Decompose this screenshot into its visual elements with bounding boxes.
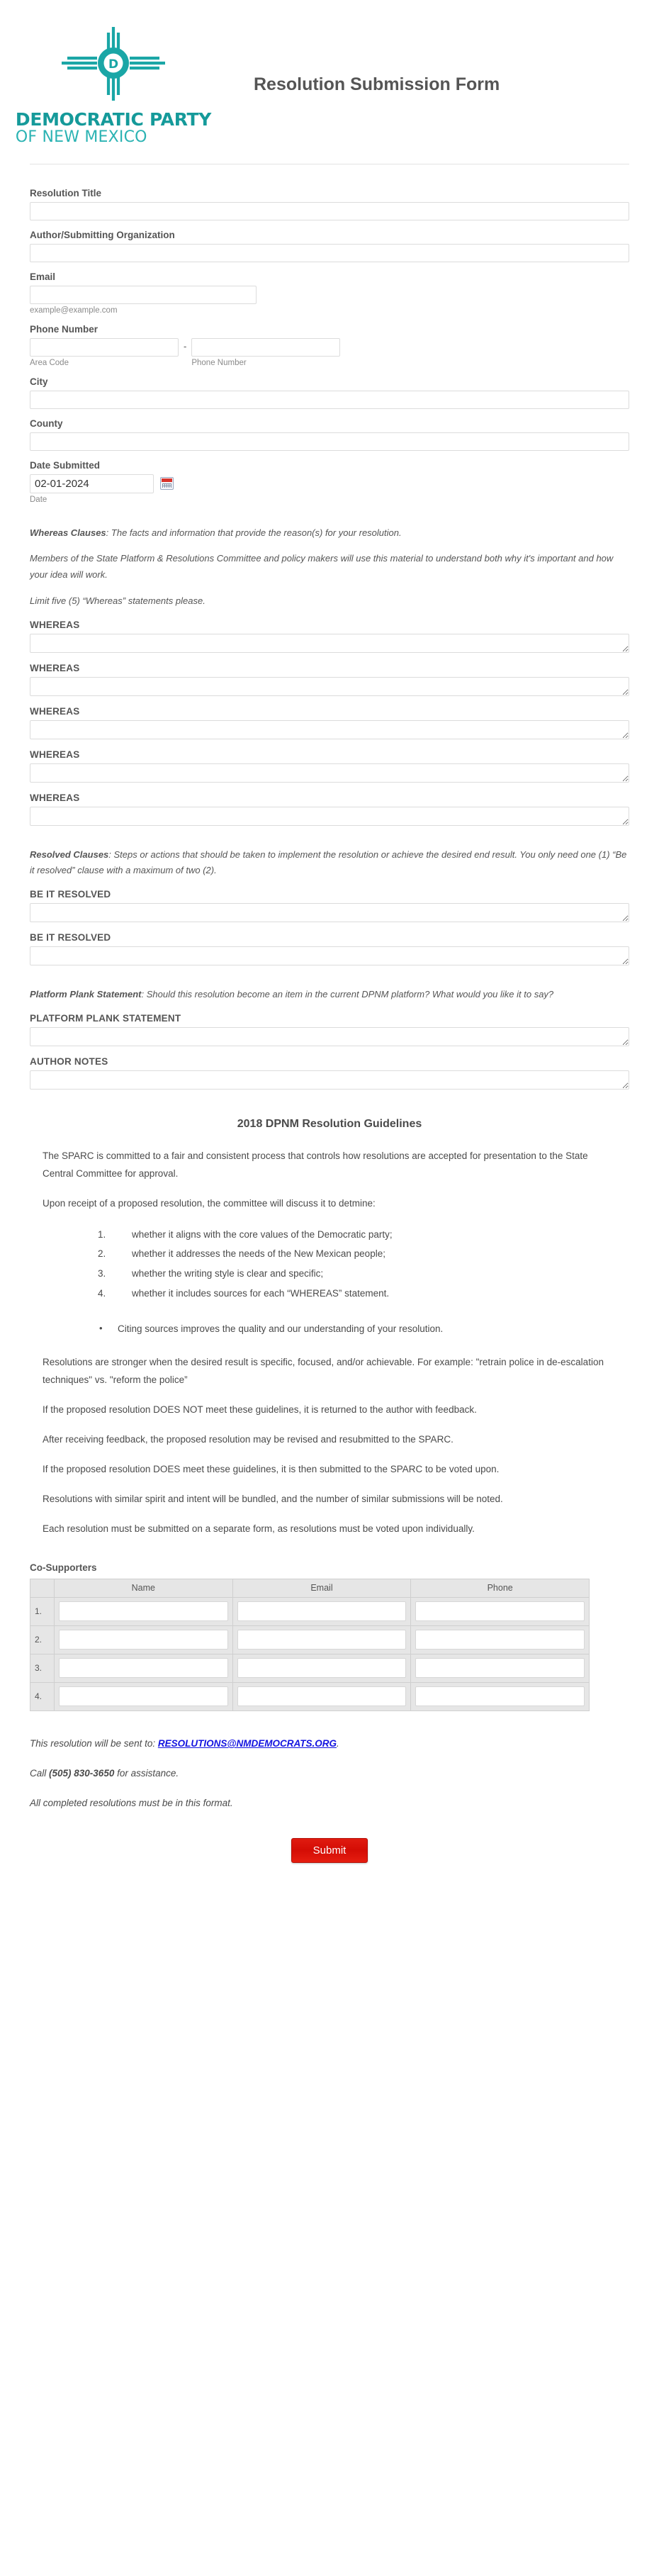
guidelines-paragraph-4: If the proposed resolution DOES NOT meet these guidelines, it is returned to the author with feedback.	[43, 1404, 477, 1416]
city-input[interactable]	[30, 391, 629, 409]
guidelines-bullet-list	[30, 1320, 629, 1338]
guidelines-paragraph-1: The SPARC is committed to a fair and consistent process that controls how resolutions are accepted for presentation to the State Central Committee for approval.	[43, 1150, 588, 1179]
cosupporter-phone-cell	[411, 1597, 590, 1625]
whereas-textarea-3[interactable]	[30, 720, 629, 739]
resolutions-email-link[interactable]: RESOLUTIONS@NMDEMOCRATS.ORG	[157, 1737, 337, 1749]
cosupporter-name-input[interactable]	[59, 1601, 228, 1621]
guidelines-numbered-list	[30, 1225, 629, 1304]
whereas-intro-rest: : The facts and information that provide the reason(s) for your resolution.	[106, 527, 402, 538]
author-notes-textarea[interactable]	[30, 1070, 629, 1090]
whereas-label-3: WHEREAS	[30, 705, 80, 717]
footer-section	[0, 1735, 659, 1884]
cosupporter-email-cell	[232, 1625, 411, 1654]
guidelines-section	[0, 1118, 659, 1538]
resolution-title-label: Resolution Title	[30, 187, 102, 198]
format-note: All completed resolutions must be in this format.	[30, 1798, 233, 1809]
phone-number-input[interactable]	[191, 338, 340, 357]
cosupporter-phone-input[interactable]	[415, 1630, 585, 1650]
resolved-textarea-2[interactable]	[30, 946, 629, 965]
platform-plank-entry	[30, 1013, 629, 1046]
whereas-textarea-2[interactable]	[30, 677, 629, 696]
whereas-intro	[30, 525, 629, 542]
send-to-prefix: This resolution will be sent to:	[30, 1737, 158, 1749]
cosupporter-phone-cell	[411, 1654, 590, 1682]
guidelines-paragraph-8: Each resolution must be submitted on a separate form, as resolutions must be voted upon individually.	[43, 1523, 475, 1534]
county-input[interactable]	[30, 432, 629, 451]
call-suffix: for assistance.	[114, 1768, 179, 1779]
cosupporter-email-input[interactable]	[237, 1658, 407, 1678]
author-notes-label: AUTHOR NOTES	[30, 1055, 108, 1067]
whereas-label-1: WHEREAS	[30, 619, 80, 630]
field-date-submitted	[30, 460, 629, 504]
cosupporters-section	[0, 1562, 659, 1711]
column-header-email: Email	[232, 1579, 411, 1597]
phone-number-hint: Phone Number	[191, 358, 247, 367]
cosupporter-name-cell	[55, 1682, 233, 1710]
resolved-intro-rest: : Steps or actions that should be taken to implement the resolution or achieve the desired end result. You only need one (1) “Be it resolved” clause with a maximum of two (2).	[30, 849, 627, 876]
whereas-paragraph-3: Limit five (5) “Whereas” statements please.	[30, 595, 205, 606]
table-row	[30, 1682, 590, 1710]
phone-label: Phone Number	[30, 323, 98, 335]
whereas-instructions	[30, 525, 629, 610]
whereas-entry-3	[30, 706, 629, 739]
whereas-label-5: WHEREAS	[30, 792, 80, 803]
cosupporter-name-input[interactable]	[59, 1686, 228, 1706]
phone-number-group	[191, 338, 340, 367]
logo-letter-d: D	[108, 57, 119, 72]
resolved-intro	[30, 847, 629, 880]
cosupporters-label: Co-Supporters	[30, 1562, 97, 1573]
field-author-org	[30, 230, 629, 262]
platform-instructions	[30, 987, 629, 1003]
phone-area-code-group	[30, 338, 179, 367]
send-to-suffix: .	[337, 1737, 339, 1749]
submit-button-wrap	[30, 1838, 629, 1884]
whereas-entry-2	[30, 663, 629, 696]
logo-line-2: OF NEW MEXICO	[15, 128, 147, 146]
platform-intro-bold: Platform Plank Statement	[30, 989, 142, 1000]
row-number: 3.	[30, 1654, 55, 1682]
date-submitted-label: Date Submitted	[30, 459, 101, 471]
page-header	[0, 0, 659, 145]
platform-intro-rest: : Should this resolution become an item in the current DPNM platform? What would you like it to say?	[141, 989, 554, 1000]
call-prefix: Call	[30, 1768, 50, 1779]
cosupporter-name-cell	[55, 1625, 233, 1654]
cosupporter-phone-input[interactable]	[415, 1658, 585, 1678]
whereas-intro-bold: Whereas Clauses	[30, 527, 106, 538]
dpnm-logo	[0, 24, 227, 145]
page-title: Resolution Submission Form	[254, 74, 500, 94]
cosupporter-email-cell	[232, 1654, 411, 1682]
email-label: Email	[30, 271, 56, 282]
email-hint: example@example.com	[30, 306, 118, 315]
whereas-entry-1	[30, 620, 629, 653]
guidelines-list-item: whether it addresses the needs of the New Mexican people;	[132, 1248, 385, 1260]
whereas-label-2: WHEREAS	[30, 662, 80, 673]
whereas-textarea-1[interactable]	[30, 634, 629, 653]
email-input[interactable]	[30, 286, 257, 304]
assistance-phone-number: (505) 830-3650	[49, 1768, 115, 1779]
calendar-icon[interactable]	[160, 477, 174, 490]
guidelines-paragraph-2: Upon receipt of a proposed resolution, the committee will discuss it to detmine:	[43, 1197, 376, 1209]
cosupporters-table	[30, 1579, 590, 1711]
logo-line-1: DEMOCRATIC PARTY	[15, 109, 212, 130]
submit-button[interactable]: Submit	[291, 1838, 368, 1863]
form-fields-area	[0, 164, 659, 1090]
guidelines-list-item: whether it includes sources for each “WHEREAS” statement.	[132, 1287, 390, 1299]
cosupporter-phone-input[interactable]	[415, 1686, 585, 1706]
row-number: 1.	[30, 1597, 55, 1625]
city-label: City	[30, 376, 48, 387]
field-resolution-title	[30, 188, 629, 220]
resolved-instructions	[30, 847, 629, 880]
resolution-title-input[interactable]	[30, 202, 629, 220]
resolved-entry-1	[30, 889, 629, 922]
field-county	[30, 418, 629, 451]
whereas-entry-5	[30, 793, 629, 826]
guidelines-paragraph-7: Resolutions with similar spirit and intent will be bundled, and the number of similar submissions will be noted.	[43, 1493, 503, 1504]
table-header-row	[30, 1579, 590, 1597]
whereas-textarea-4[interactable]	[30, 763, 629, 783]
guidelines-title: 2018 DPNM Resolution Guidelines	[237, 1117, 422, 1130]
resolved-label-2: BE IT RESOLVED	[30, 932, 111, 943]
resolved-label-1: BE IT RESOLVED	[30, 889, 111, 900]
date-submitted-hint: Date	[30, 495, 47, 504]
phone-area-code-input[interactable]	[30, 338, 179, 357]
column-header-phone: Phone	[411, 1579, 590, 1597]
county-label: County	[30, 418, 63, 429]
cosupporter-name-input[interactable]	[59, 1658, 228, 1678]
cosupporter-phone-input[interactable]	[415, 1601, 585, 1621]
row-number: 2.	[30, 1625, 55, 1654]
guidelines-bullet-item: • Citing sources improves the quality and our understanding of your resolution.	[96, 1320, 629, 1338]
cosupporter-email-cell	[232, 1597, 411, 1625]
phone-separator: -	[184, 341, 187, 352]
resolved-entry-2	[30, 932, 629, 965]
cosupporter-email-input[interactable]	[237, 1686, 407, 1706]
cosupporter-email-input[interactable]	[237, 1630, 407, 1650]
table-row	[30, 1625, 590, 1654]
platform-intro	[30, 987, 629, 1003]
guidelines-paragraph-3: Resolutions are stronger when the desired result is specific, focused, and/or achievable. For example: "retrain police in de-escalation techniques" vs. "reform the police”	[43, 1357, 604, 1386]
date-submitted-input[interactable]	[30, 474, 154, 493]
field-city	[30, 376, 629, 409]
phone-area-code-hint: Area Code	[30, 358, 69, 367]
cosupporter-email-input[interactable]	[237, 1601, 407, 1621]
cosupporter-phone-cell	[411, 1625, 590, 1654]
author-notes-entry	[30, 1056, 629, 1090]
author-org-label: Author/Submitting Organization	[30, 229, 175, 240]
table-corner-cell	[30, 1579, 55, 1597]
field-email	[30, 271, 629, 315]
whereas-paragraph-2: Members of the State Platform & Resolutions Committee and policy makers will use this material to understand both why it's important and how your idea will work.	[30, 553, 614, 581]
resolved-textarea-1[interactable]	[30, 903, 629, 922]
row-number: 4.	[30, 1682, 55, 1710]
table-row	[30, 1654, 590, 1682]
whereas-textarea-5[interactable]	[30, 807, 629, 826]
whereas-label-4: WHEREAS	[30, 749, 80, 760]
guidelines-paragraph-6: If the proposed resolution DOES meet these guidelines, it is then submitted to the SPARC to be voted upon.	[43, 1463, 500, 1474]
platform-plank-textarea[interactable]	[30, 1027, 629, 1046]
whereas-entry-4	[30, 749, 629, 783]
call-line	[30, 1765, 629, 1782]
platform-plank-label: PLATFORM PLANK STATEMENT	[30, 1012, 181, 1024]
guidelines-list-item: whether the writing style is clear and specific;	[132, 1268, 324, 1279]
send-to-line	[30, 1735, 629, 1752]
zia-symbol-icon	[53, 24, 174, 109]
cosupporter-email-cell	[232, 1682, 411, 1710]
cosupporter-name-cell	[55, 1597, 233, 1625]
column-header-name: Name	[55, 1579, 233, 1597]
cosupporter-name-input[interactable]	[59, 1630, 228, 1650]
guidelines-list-item: whether it aligns with the core values of the Democratic party;	[132, 1228, 393, 1240]
cosupporter-phone-cell	[411, 1682, 590, 1710]
field-phone	[30, 324, 629, 367]
author-org-input[interactable]	[30, 244, 629, 262]
guidelines-paragraph-5: After receiving feedback, the proposed resolution may be revised and resubmitted to the SPARC.	[43, 1433, 454, 1445]
cosupporter-name-cell	[55, 1654, 233, 1682]
table-row	[30, 1597, 590, 1625]
resolved-intro-bold: Resolved Clauses	[30, 849, 109, 860]
